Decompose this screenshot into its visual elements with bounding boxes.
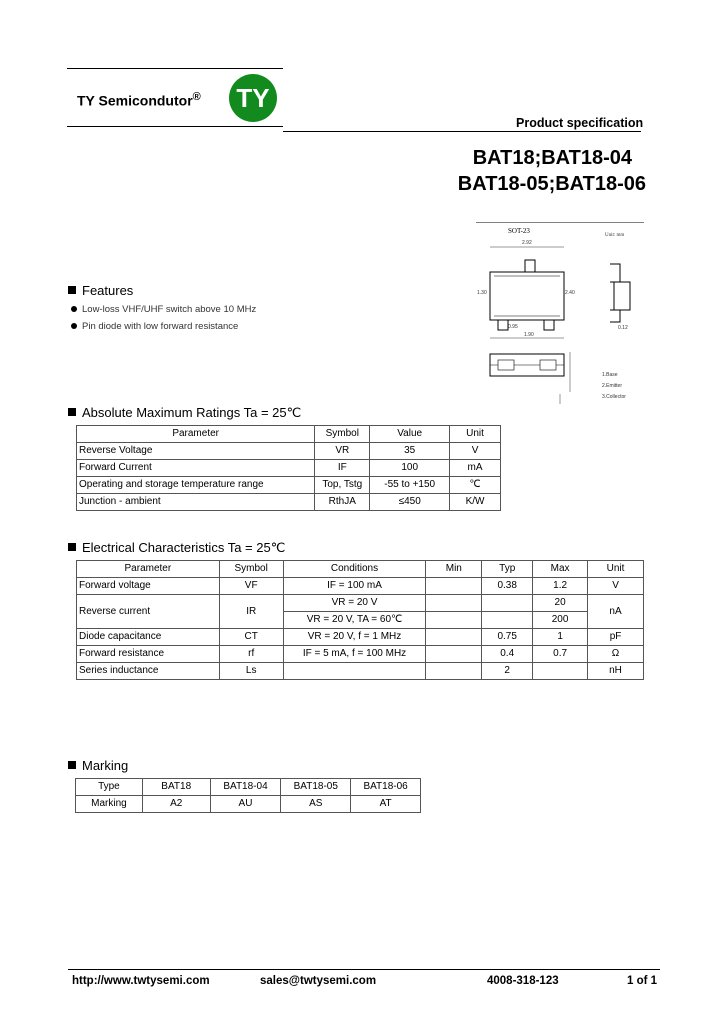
package-diagram — [472, 222, 644, 407]
table-row — [77, 578, 644, 595]
max-cell: 1 — [533, 629, 588, 646]
type-cell: BAT18-04 — [210, 779, 281, 796]
spec-rule — [283, 131, 641, 132]
dim-bottom-1: 0.95 — [508, 324, 518, 330]
typ-cell: 0.4 — [482, 646, 533, 663]
max-cell: 20 — [533, 595, 588, 612]
dim-top: 2.92 — [522, 240, 532, 246]
abs-max-heading-text: Absolute Maximum Ratings Ta = 25℃ — [82, 405, 302, 420]
symbol-cell: rf — [219, 646, 283, 663]
marking-cell: AT — [351, 796, 421, 813]
min-cell — [426, 595, 482, 612]
param-cell: Forward Current — [77, 460, 315, 477]
legend-3: 3.Collector — [602, 394, 626, 400]
conditions-cell: IF = 100 mA — [283, 578, 426, 595]
features-heading — [68, 283, 133, 298]
unit-cell: Ω — [588, 646, 644, 663]
param-cell: Forward voltage — [77, 578, 220, 595]
symbol-cell: Ls — [219, 663, 283, 680]
typ-cell — [482, 595, 533, 612]
typ-cell: 0.38 — [482, 578, 533, 595]
footer-url[interactable]: http://www.twtysemi.com — [72, 975, 210, 987]
logo-text: TY — [236, 83, 270, 113]
table-row — [77, 494, 501, 511]
square-bullet-icon — [68, 408, 76, 416]
table-row — [77, 595, 644, 612]
param-cell: Junction - ambient — [77, 494, 315, 511]
ty-logo — [229, 74, 277, 122]
marking-heading — [68, 758, 128, 773]
elec-heading — [68, 540, 285, 556]
min-cell — [426, 629, 482, 646]
conditions-cell — [283, 663, 426, 680]
header-cell: Unit — [588, 561, 644, 578]
type-cell: BAT18 — [142, 779, 210, 796]
title-line-1: BAT18;BAT18-04 — [472, 147, 632, 169]
type-cell: BAT18-05 — [281, 779, 351, 796]
marking-table — [75, 778, 421, 813]
footer-rule — [68, 969, 660, 970]
title-line-2: BAT18-05;BAT18-06 — [457, 173, 646, 195]
type-cell: Type — [76, 779, 143, 796]
label-right: 0.12 — [618, 325, 628, 331]
unit-cell: V — [450, 443, 501, 460]
unit-cell: nA — [588, 595, 644, 629]
typ-cell: 0.75 — [482, 629, 533, 646]
company-text: TY Semicondutor — [77, 92, 193, 109]
table-header-row — [77, 426, 501, 443]
package-unit: Unit: mm — [605, 233, 625, 238]
value-cell: 100 — [370, 460, 450, 477]
feature-item-2 — [71, 321, 238, 332]
marking-cell: A2 — [142, 796, 210, 813]
symbol-cell: CT — [219, 629, 283, 646]
marking-heading-text: Marking — [82, 758, 129, 773]
feature-item-1 — [71, 304, 256, 315]
max-cell: 1.2 — [533, 578, 588, 595]
elec-table — [76, 560, 644, 680]
max-cell — [533, 663, 588, 680]
header-cell: Max — [533, 561, 588, 578]
table-row — [77, 646, 644, 663]
table-row — [77, 460, 501, 477]
table-header-row — [77, 561, 644, 578]
footer-phone: 4008-318-123 — [487, 975, 559, 987]
unit-cell: mA — [450, 460, 501, 477]
param-cell: Forward resistance — [77, 646, 220, 663]
header-top-rule — [67, 68, 283, 69]
square-bullet-icon — [68, 761, 76, 769]
table-row — [77, 663, 644, 680]
marking-cell: AU — [210, 796, 281, 813]
param-cell: Diode capacitance — [77, 629, 220, 646]
header-cell: Symbol — [219, 561, 283, 578]
param-cell: Reverse Voltage — [77, 443, 315, 460]
type-cell: BAT18-06 — [351, 779, 421, 796]
min-cell — [426, 663, 482, 680]
bullet-dot-icon — [71, 306, 77, 312]
features-heading-text: Features — [82, 283, 134, 298]
table-row — [76, 796, 421, 813]
unit-cell: V — [588, 578, 644, 595]
symbol-cell: VR — [315, 443, 370, 460]
value-cell: -55 to +150 — [370, 477, 450, 494]
package-name: SOT-23 — [508, 227, 530, 235]
footer-page: 1 of 1 — [627, 975, 658, 987]
unit-cell: pF — [588, 629, 644, 646]
value-cell: ≤450 — [370, 494, 450, 511]
min-cell — [426, 646, 482, 663]
feature-text: Pin diode with low forward resistance — [82, 321, 239, 332]
product-spec-label: Product specification — [516, 116, 644, 130]
header-cell: Unit — [450, 426, 501, 443]
dim-bottom-2: 1.90 — [524, 332, 534, 338]
table-row — [77, 477, 501, 494]
value-cell: 35 — [370, 443, 450, 460]
typ-cell: 2 — [482, 663, 533, 680]
header-cell: Typ — [482, 561, 533, 578]
registered-mark: ® — [192, 91, 201, 103]
header-cell: Parameter — [77, 561, 220, 578]
abs-max-heading — [68, 405, 301, 421]
symbol-cell: VF — [219, 578, 283, 595]
param-cell: Reverse current — [77, 595, 220, 629]
feature-text: Low-loss VHF/UHF switch above 10 MHz — [82, 304, 257, 315]
conditions-cell: IF = 5 mA, f = 100 MHz — [283, 646, 426, 663]
conditions-cell: VR = 20 V — [283, 595, 426, 612]
legend-1: 1.Base — [602, 372, 618, 378]
max-cell: 0.7 — [533, 646, 588, 663]
conditions-cell: VR = 20 V, TA = 60℃ — [283, 612, 426, 629]
symbol-cell: IF — [315, 460, 370, 477]
symbol-cell: RthJA — [315, 494, 370, 511]
square-bullet-icon — [68, 286, 76, 294]
table-row — [77, 629, 644, 646]
legend-2: 2.Emitter — [602, 383, 623, 389]
marking-cell: AS — [281, 796, 351, 813]
typ-cell — [482, 612, 533, 629]
unit-cell: K/W — [450, 494, 501, 511]
dim-right: 2.40 — [565, 290, 575, 296]
param-cell: Series inductance — [77, 663, 220, 680]
company-name — [77, 91, 201, 109]
square-bullet-icon — [68, 543, 76, 551]
header-bottom-rule — [67, 126, 283, 127]
min-cell — [426, 612, 482, 629]
sot23-drawing — [472, 222, 644, 407]
symbol-cell: Top, Tstg — [315, 477, 370, 494]
min-cell — [426, 578, 482, 595]
table-row — [77, 443, 501, 460]
elec-heading-text: Electrical Characteristics Ta = 25℃ — [82, 540, 286, 555]
max-cell: 200 — [533, 612, 588, 629]
header-cell: Symbol — [315, 426, 370, 443]
unit-cell: nH — [588, 663, 644, 680]
marking-cell: Marking — [76, 796, 143, 813]
footer-email[interactable]: sales@twtysemi.com — [260, 975, 377, 987]
bullet-dot-icon — [71, 323, 77, 329]
param-cell: Operating and storage temperature range — [77, 477, 315, 494]
unit-cell: ℃ — [450, 477, 501, 494]
table-row — [76, 779, 421, 796]
dim-left: 1.30 — [477, 290, 487, 296]
header-cell: Min — [426, 561, 482, 578]
conditions-cell: VR = 20 V, f = 1 MHz — [283, 629, 426, 646]
header-cell: Parameter — [77, 426, 315, 443]
abs-max-table — [76, 425, 501, 511]
symbol-cell: IR — [219, 595, 283, 629]
header-cell: Value — [370, 426, 450, 443]
header-cell: Conditions — [283, 561, 426, 578]
